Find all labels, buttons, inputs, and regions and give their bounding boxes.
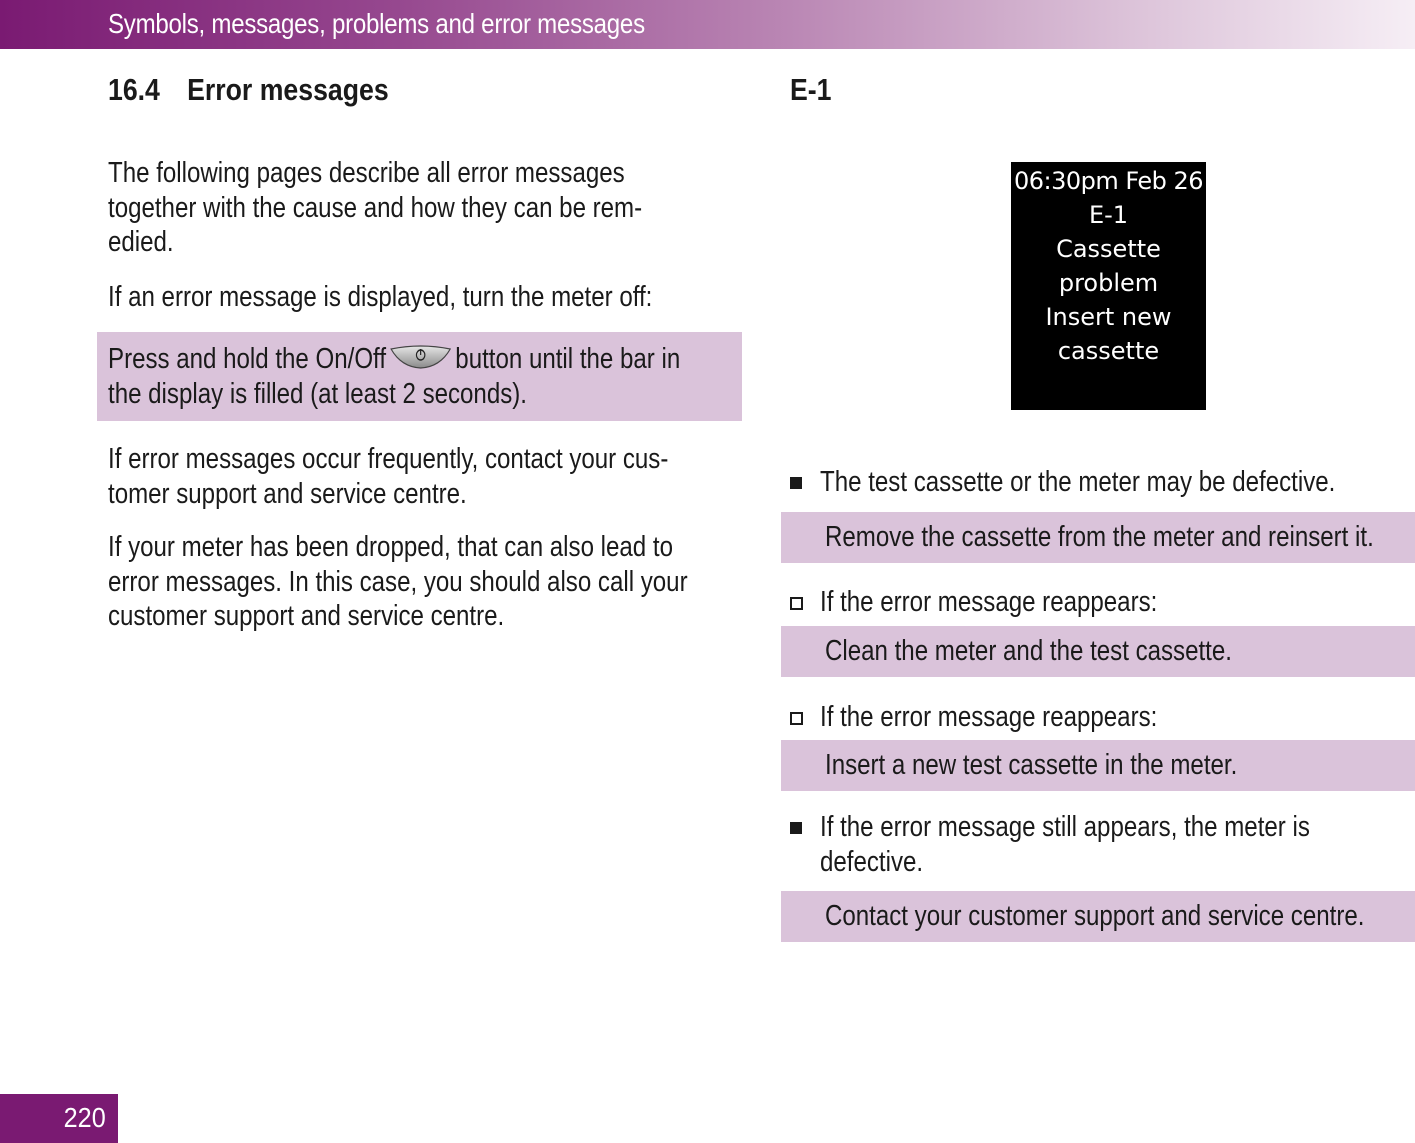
intro-line: edied. bbox=[108, 226, 174, 258]
display-line: Cassette bbox=[1056, 235, 1161, 263]
action-text: Contact your customer support and service centre. bbox=[825, 900, 1365, 932]
page-number: 220 bbox=[63, 1102, 106, 1133]
bullet-square-outline-icon bbox=[790, 597, 803, 610]
turn-off-line: If an error message is displayed, turn the meter off: bbox=[108, 281, 653, 313]
display-code: E-1 bbox=[1088, 201, 1129, 229]
display-line: cassette bbox=[1057, 337, 1160, 365]
action-text: Insert a new test cassette in the meter. bbox=[825, 749, 1238, 781]
instruction-before: Press and hold the On/Off bbox=[108, 343, 387, 375]
turn-off-paragraph bbox=[108, 280, 733, 315]
action-box-3 bbox=[781, 740, 1415, 791]
action-text: Clean the meter and the test cassette. bbox=[825, 635, 1232, 667]
intro-paragraph bbox=[108, 156, 733, 260]
header-title: Symbols, messages, problems and error messages bbox=[108, 8, 645, 39]
page-number-box bbox=[0, 1094, 118, 1143]
meter-display bbox=[1011, 162, 1206, 410]
section-heading bbox=[108, 72, 389, 108]
display-datetime: 06:30pm Feb 26 bbox=[1013, 167, 1204, 195]
condition-text: defective. bbox=[820, 845, 924, 878]
instruction-after: button until the bar in bbox=[455, 343, 681, 375]
instruction-text bbox=[108, 342, 733, 411]
intro-line: The following pages describe all error messages bbox=[108, 157, 625, 189]
bullet-square-icon bbox=[790, 822, 802, 834]
dropped-line: customer support and service centre. bbox=[108, 600, 505, 632]
dropped-line: error messages. In this case, you should also call your bbox=[108, 565, 688, 598]
page-header bbox=[0, 0, 1415, 49]
action-box-4 bbox=[781, 891, 1415, 942]
intro-line: together with the cause and how they can be rem- bbox=[108, 191, 643, 224]
action-text: Remove the cassette from the meter and reinsert it. bbox=[825, 521, 1374, 553]
bullet-square-outline-icon bbox=[790, 712, 803, 725]
dropped-paragraph bbox=[108, 530, 733, 634]
condition-text: If the error message reappears: bbox=[820, 701, 1158, 733]
frequent-line: If error messages occur frequently, contact your cus- bbox=[108, 443, 669, 475]
section-number: 16.4 bbox=[108, 72, 160, 107]
condition-text: If the error message reappears: bbox=[820, 586, 1158, 618]
action-box-2 bbox=[781, 626, 1415, 677]
display-line: problem bbox=[1058, 269, 1159, 297]
cause-text: The test cassette or the meter may be defective. bbox=[820, 466, 1336, 498]
instruction-line2: the display is filled (at least 2 seconds). bbox=[108, 377, 527, 410]
bullet-square-icon bbox=[790, 477, 802, 489]
on-off-button-icon bbox=[389, 345, 452, 369]
frequent-line: tomer support and service centre. bbox=[108, 477, 467, 510]
display-line: Insert new bbox=[1045, 303, 1172, 331]
action-box-1 bbox=[781, 512, 1415, 563]
dropped-line: If your meter has been dropped, that can also lead to bbox=[108, 531, 673, 563]
error-code-title: E-1 bbox=[790, 72, 832, 107]
condition-text: If the error message still appears, the meter is bbox=[820, 811, 1310, 843]
instruction-box bbox=[97, 332, 742, 421]
section-title: Error messages bbox=[187, 72, 389, 107]
frequent-errors-paragraph bbox=[108, 442, 733, 511]
